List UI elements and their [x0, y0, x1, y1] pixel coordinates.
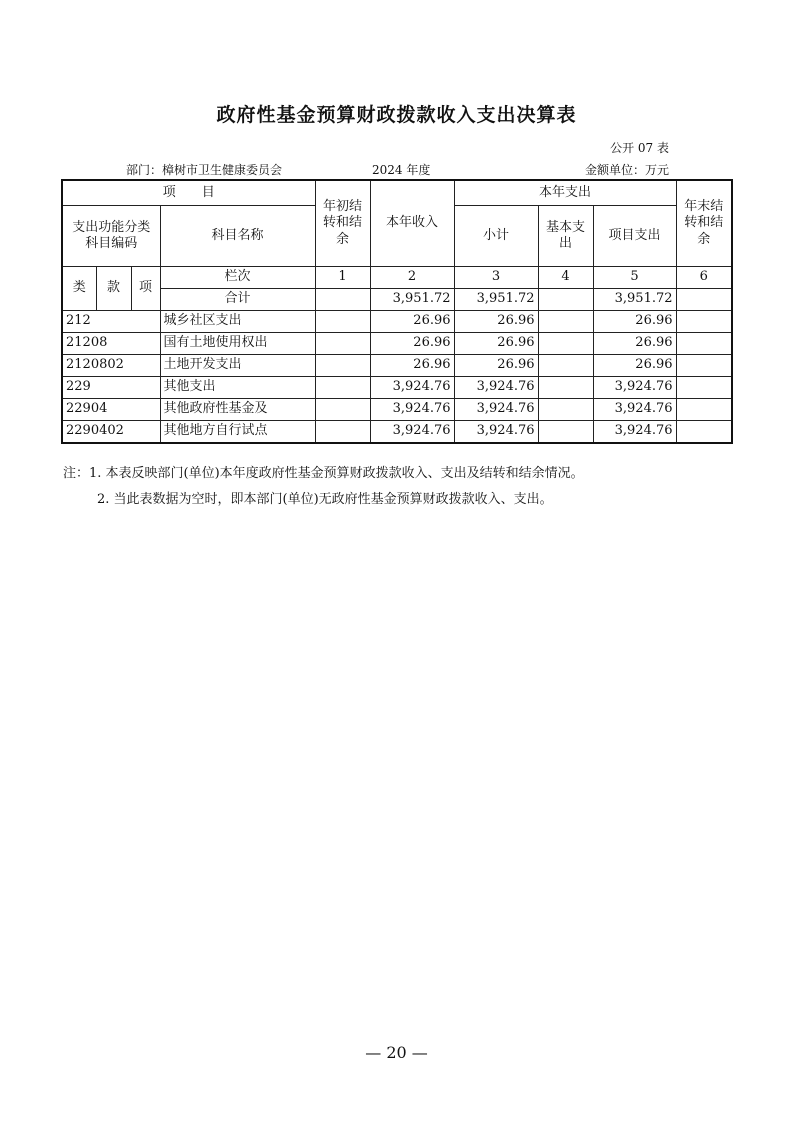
column-number: 3 [454, 267, 538, 289]
row-subtotal: 26.96 [454, 333, 538, 355]
column-number: 5 [593, 267, 676, 289]
row-income: 26.96 [370, 311, 454, 333]
table-row [62, 333, 732, 355]
header-basic: 基本支出 [538, 206, 593, 267]
row-subtotal: 26.96 [454, 355, 538, 377]
total-opening [315, 289, 370, 311]
row-opening [315, 355, 370, 377]
row-name: 其他地方自行试点 [160, 421, 315, 444]
row-closing [676, 399, 732, 421]
row-opening [315, 421, 370, 444]
row-project: 26.96 [593, 355, 676, 377]
table-row [62, 421, 732, 444]
row-code: 229 [62, 377, 160, 399]
row-income: 3,924.76 [370, 377, 454, 399]
row-name: 其他政府性基金及 [160, 399, 315, 421]
row-opening [315, 333, 370, 355]
row-income: 3,924.76 [370, 421, 454, 444]
row-project: 3,924.76 [593, 377, 676, 399]
header-income: 本年收入 [370, 180, 454, 267]
column-number-label: 栏次 [160, 267, 315, 289]
table-row [62, 399, 732, 421]
notes [63, 461, 584, 513]
header-xiang: 项 [131, 267, 160, 311]
total-label: 合计 [160, 289, 315, 311]
row-basic [538, 399, 593, 421]
row-code: 2290402 [62, 421, 160, 444]
row-code: 22904 [62, 399, 160, 421]
column-number: 1 [315, 267, 370, 289]
form-tag: 公开 07 表 [610, 141, 669, 155]
header-item: 项 目 [62, 180, 315, 206]
row-income: 3,924.76 [370, 399, 454, 421]
row-code: 21208 [62, 333, 160, 355]
row-opening [315, 399, 370, 421]
row-opening [315, 377, 370, 399]
row-name: 土地开发支出 [160, 355, 315, 377]
table-row [62, 355, 732, 377]
row-project: 3,924.76 [593, 399, 676, 421]
department-label: 部门：樟树市卫生健康委员会 [126, 163, 283, 177]
row-name: 其他支出 [160, 377, 315, 399]
total-project: 3,951.72 [593, 289, 676, 311]
row-opening [315, 311, 370, 333]
header-expenditure: 本年支出 [454, 180, 676, 206]
column-number: 6 [676, 267, 732, 289]
header-opening: 年初结转和结余 [315, 180, 370, 267]
page-number: — 20 — [365, 1043, 428, 1062]
row-basic [538, 355, 593, 377]
row-closing [676, 333, 732, 355]
row-basic [538, 333, 593, 355]
total-income: 3,951.72 [370, 289, 454, 311]
header-code-group: 支出功能分类科目编码 [62, 206, 160, 267]
note-line: 2. 当此表数据为空时，即本部门(单位)无政府性基金预算财政拨款收入、支出。 [97, 492, 553, 507]
header-project: 项目支出 [593, 206, 676, 267]
table-row [62, 311, 732, 333]
row-subtotal: 26.96 [454, 311, 538, 333]
row-income: 26.96 [370, 355, 454, 377]
header-closing: 年末结转和结余 [676, 180, 732, 267]
row-project: 26.96 [593, 333, 676, 355]
row-project: 3,924.76 [593, 421, 676, 444]
row-subtotal: 3,924.76 [454, 399, 538, 421]
total-basic [538, 289, 593, 311]
total-subtotal: 3,951.72 [454, 289, 538, 311]
row-project: 26.96 [593, 311, 676, 333]
row-name: 国有土地使用权出 [160, 333, 315, 355]
row-name: 城乡社区支出 [160, 311, 315, 333]
note-line: 注：1. 本表反映部门(单位)本年度政府性基金预算财政拨款收入、支出及结转和结余情况。 [63, 466, 584, 481]
row-subtotal: 3,924.76 [454, 377, 538, 399]
table-row [62, 377, 732, 399]
report-title: 政府性基金预算财政拨款收入支出决算表 [216, 104, 577, 126]
row-income: 26.96 [370, 333, 454, 355]
header-kuan: 款 [96, 267, 131, 311]
year-label: 2024 年度 [372, 163, 431, 177]
column-number: 2 [370, 267, 454, 289]
budget-table [61, 179, 733, 444]
header-subtotal: 小计 [454, 206, 538, 267]
row-basic [538, 377, 593, 399]
unit-label: 金额单位：万元 [584, 163, 669, 177]
row-closing [676, 421, 732, 444]
row-closing [676, 355, 732, 377]
column-number: 4 [538, 267, 593, 289]
row-code: 212 [62, 311, 160, 333]
total-closing [676, 289, 732, 311]
row-code: 2120802 [62, 355, 160, 377]
row-closing [676, 311, 732, 333]
row-closing [676, 377, 732, 399]
row-basic [538, 311, 593, 333]
header-lei: 类 [62, 267, 96, 311]
header-subject-name: 科目名称 [160, 206, 315, 267]
row-basic [538, 421, 593, 444]
row-subtotal: 3,924.76 [454, 421, 538, 444]
